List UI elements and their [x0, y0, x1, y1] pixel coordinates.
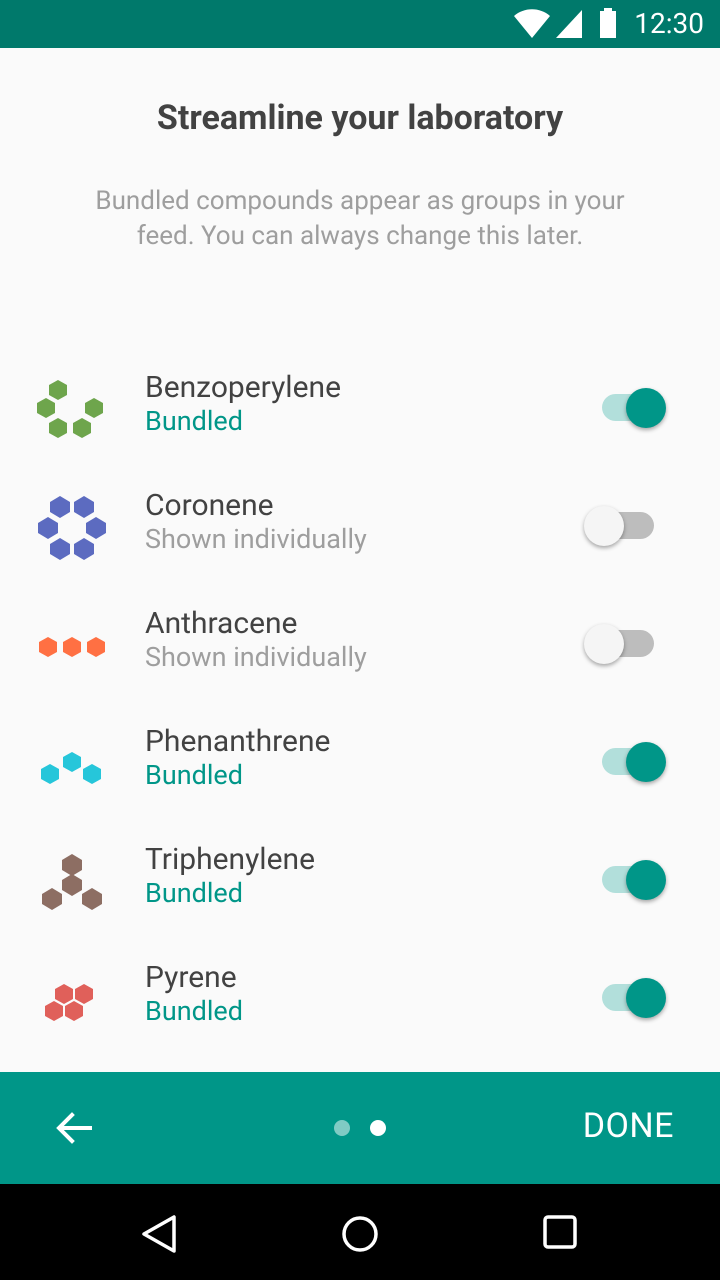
arrow-left-icon — [44, 1098, 104, 1158]
toggle-thumb — [584, 624, 624, 664]
bundle-toggle-triphenylene[interactable] — [588, 852, 678, 900]
nav-recents-icon[interactable] — [542, 1214, 578, 1250]
compound-name: Coronene — [145, 488, 274, 523]
onboarding-footer — [0, 1072, 720, 1184]
pyrene-icon — [32, 968, 112, 1040]
benzoperylene-icon — [32, 378, 112, 450]
system-nav-bar — [0, 1184, 720, 1280]
page-dot-2[interactable] — [370, 1120, 386, 1136]
nav-home-icon[interactable] — [340, 1214, 380, 1254]
compound-state: Bundled — [145, 759, 243, 791]
back-button[interactable] — [44, 1098, 104, 1158]
page-title: Streamline your laboratory — [156, 98, 564, 138]
page-indicator — [334, 1120, 394, 1136]
anthracene-icon — [32, 614, 112, 686]
compound-name: Anthracene — [145, 606, 298, 641]
compound-row-anthracene[interactable] — [0, 602, 720, 720]
bundle-toggle-anthracene[interactable] — [576, 616, 666, 664]
toggle-thumb — [626, 860, 666, 900]
compound-state: Bundled — [145, 877, 243, 909]
wifi-icon — [512, 8, 552, 40]
compound-row-triphenylene[interactable] — [0, 838, 720, 956]
onboarding-content — [0, 48, 720, 1072]
compound-state: Bundled — [145, 405, 243, 437]
done-button[interactable]: DONE — [582, 1106, 674, 1146]
status-time: 12:30 — [634, 7, 704, 40]
bundle-toggle-phenanthrene[interactable] — [588, 734, 678, 782]
compound-name: Phenanthrene — [145, 724, 331, 759]
compound-name: Pyrene — [145, 960, 237, 995]
compound-name: Triphenylene — [145, 842, 315, 877]
compound-row-benzoperylene[interactable] — [0, 366, 720, 484]
toggle-thumb — [626, 388, 666, 428]
page-subtitle: Bundled compounds appear as groups in your feed. You can always change this later. — [95, 186, 625, 251]
compound-state: Shown individually — [145, 641, 367, 673]
phenanthrene-icon — [32, 732, 112, 804]
toggle-thumb — [626, 742, 666, 782]
compound-row-phenanthrene[interactable] — [0, 720, 720, 838]
toggle-thumb — [626, 978, 666, 1018]
triphenylene-icon — [32, 850, 112, 922]
battery-icon — [598, 8, 620, 40]
compound-state: Shown individually — [145, 523, 367, 555]
bundle-toggle-coronene[interactable] — [576, 498, 666, 546]
nav-back-icon[interactable] — [140, 1214, 180, 1254]
compound-row-pyrene[interactable] — [0, 956, 720, 1074]
coronene-icon — [32, 496, 112, 568]
compound-state: Bundled — [145, 995, 243, 1027]
bundle-toggle-benzoperylene[interactable] — [588, 380, 678, 428]
toggle-thumb — [584, 506, 624, 546]
compound-row-coronene[interactable] — [0, 484, 720, 602]
bundle-toggle-pyrene[interactable] — [588, 970, 678, 1018]
compound-name: Benzoperylene — [145, 370, 341, 405]
cell-signal-icon — [554, 8, 584, 40]
status-bar — [0, 0, 720, 48]
page-dot-1[interactable] — [334, 1120, 350, 1136]
